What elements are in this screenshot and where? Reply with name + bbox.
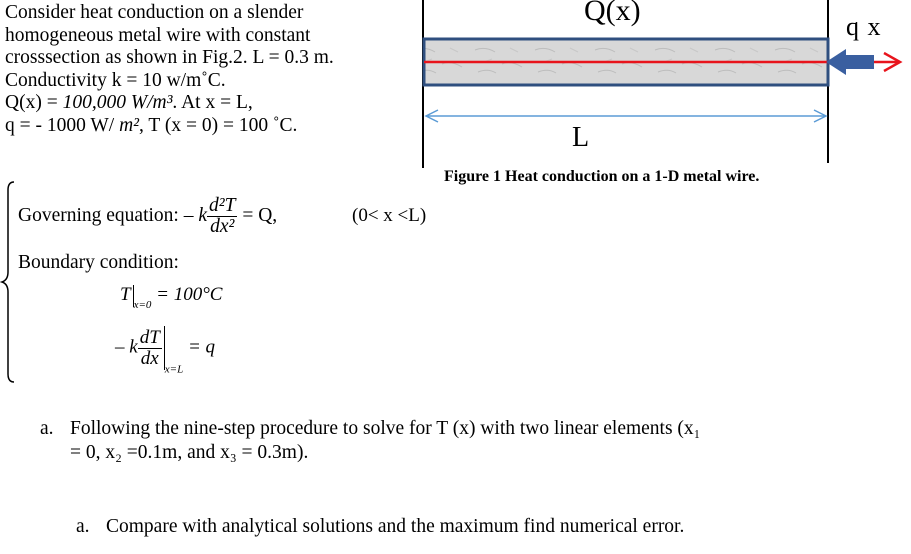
problem-line-3: crosssection as shown in Fig.2. L = 0.3 m.	[5, 47, 334, 68]
flux-unit: m²	[119, 114, 140, 136]
gov-numerator: d²T	[209, 195, 236, 216]
figure-caption: Figure 1 Heat conduction on a 1-D metal wire.	[444, 168, 760, 185]
domain-range: (0< x <L)	[352, 205, 427, 226]
problem-line-5	[5, 92, 425, 115]
bc1-rhs: = 100°C	[151, 284, 223, 305]
bc2-fraction	[138, 328, 162, 369]
gov-rhs: = Q,	[237, 204, 278, 226]
q-flux-arrow	[826, 49, 874, 75]
problem-line-2: homogeneous metal wire with constant	[5, 24, 311, 46]
bc2-rhs: = q	[183, 336, 216, 358]
qx-figure-label: Q(x)	[584, 0, 641, 27]
gov-fraction	[207, 196, 237, 237]
gov-denominator: dx²	[210, 216, 235, 237]
bc1-subscript: x=0	[133, 299, 152, 311]
problem-line-1: Consider heat conduction on a slender	[5, 2, 304, 23]
question-b	[76, 516, 684, 538]
question-a	[40, 417, 900, 465]
boundary-condition-1	[120, 284, 222, 311]
temp-bc-text: , T (x = 0) = 100 ˚C.	[139, 114, 298, 136]
qx-text: Q(x) =	[5, 92, 63, 113]
question-a-line-1: Following the nine-step procedure to solve for T (x) with two linear elements (x₁	[70, 418, 701, 439]
q-value: 100,000 W/m³	[62, 92, 173, 113]
bc1-T: T	[120, 284, 131, 305]
governing-equation	[18, 196, 277, 237]
boundary-condition-2	[115, 326, 215, 375]
q-figure-label: q x	[846, 12, 882, 41]
flux-text: q = - 1000 W/	[5, 114, 120, 136]
question-a-marker: a.	[40, 418, 54, 439]
bc2-denominator: dx	[140, 347, 159, 369]
problem-statement	[5, 2, 425, 137]
bc2-subscript: x=L	[164, 363, 184, 376]
problem-line-6	[5, 115, 425, 138]
wire-figure	[410, 0, 911, 168]
question-a-line-2: = 0, x₂ =0.1m, and x₃ = 0.3m).	[70, 442, 309, 463]
gov-label: Governing equation:	[18, 204, 179, 226]
problem-line-4: Conductivity k = 10 w/m˚C.	[5, 69, 226, 91]
at-x-text: . At x = L,	[172, 92, 253, 113]
question-b-text: Compare with analytical solutions and the maximum find numerical error.	[106, 516, 685, 537]
length-label: L	[572, 122, 590, 153]
boundary-condition-label: Boundary condition:	[18, 252, 179, 273]
bc2-numerator: dT	[139, 326, 160, 348]
equation-brace	[0, 180, 20, 385]
bc2-minus-k: – k	[115, 336, 138, 358]
question-b-marker: a.	[76, 516, 90, 537]
gov-minus-k: – k	[183, 204, 207, 226]
